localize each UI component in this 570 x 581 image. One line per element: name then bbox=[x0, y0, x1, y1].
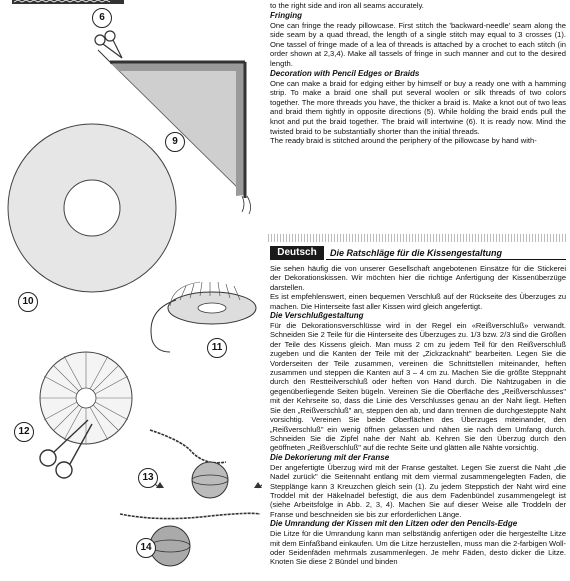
figure-number-11: 11 bbox=[207, 338, 227, 358]
illustrations-column bbox=[0, 0, 262, 576]
pompom-tying-figure bbox=[150, 430, 262, 498]
deutsch-header bbox=[270, 246, 566, 260]
english-top-line: to the right side and iron all seams accurately. bbox=[270, 1, 424, 10]
braid-strip-figure bbox=[12, 0, 124, 4]
franse-paragraph: Der angefertigte Überzug wird mit der Franse gestaltet. Legen Sie zuerst die Naht „die Nadel zurück" die Seitennaht entlang mit dem viermal zusammengelegten Faden, die Stepplänge kann 3 Kreuzchen gleich sein (1). Zu jedem Steppstich der Naht wird eine Troddel mit der Häkelnadel befestigt, die aus dem Fadenbündel zusammengelegt ist (siehe Arbeitsfolge in Abb. 2, 3, 4). Machen Sie auf dieser Weise alle Troddeln der Franse und beschneiden sie bis zur erforderlichen Länge. bbox=[270, 462, 566, 519]
english-last-line: The ready braid is stitched around the periphery of the pillowcase by hand with- bbox=[270, 136, 537, 146]
litzen-paragraph: Die Litze für die Umrandung kann man selbständig anfertigen oder die hergestellte Litze mit dem Einfaßband einkaufen. Um die Litze herzustellen, muss man die 2-farbigen Woll- oder Seidenfäden mehrmals zusammenlegen. Je mehr Fäden, desto dicker die Litze. Knoten Sie diese 2 Bündel und binden bbox=[270, 529, 566, 567]
deutsch-section bbox=[270, 264, 566, 567]
deutsch-intro-1: Sie sehen häufig die von unserer Gesellschaft angebotenen Einsätze für die Stickerei der Dekorationskissen. Wir möchten hier die richtige Anfertigung der Kissenüberzüge darstellen. bbox=[270, 264, 566, 292]
fringing-heading: Fringing bbox=[270, 10, 302, 20]
english-section bbox=[270, 1, 566, 146]
pompom-cutting-figure bbox=[40, 352, 132, 478]
figure-number-10: 10 bbox=[18, 292, 38, 312]
section-divider bbox=[268, 234, 566, 242]
wrapping-ring-figure bbox=[151, 282, 256, 352]
figure-number-14: 14 bbox=[136, 538, 156, 558]
figure-number-13: 13 bbox=[138, 468, 158, 488]
instruction-figures bbox=[0, 0, 262, 576]
decoration-heading: Decoration with Pencil Edges or Braids bbox=[270, 68, 420, 78]
deutsch-intro-2: Es ist empfehlenswert, einen bequemen Verschluß auf der Rückseite des Überzuges zu machen. Die Hinterseite fast aller Kissen wird gleich angefertigt. bbox=[270, 292, 566, 311]
figure-number-12: 12 bbox=[14, 422, 34, 442]
verschluss-heading: Die Verschlußgestaltung bbox=[270, 311, 364, 321]
header-underline bbox=[326, 259, 566, 260]
language-label: Deutsch bbox=[270, 246, 324, 260]
deutsch-title: Die Ratschläge für die Kissengestaltung bbox=[330, 248, 503, 258]
figure-number-9: 9 bbox=[165, 132, 185, 152]
scissors-icon bbox=[95, 31, 122, 58]
decoration-paragraph: One can make a braid for edging either by himself or buy a ready one with a hamming strip. To make a braid one shall put several woolen or silk threads of two colors together. The more threads you have, the thicker a braid is. Make a knot out of two leas and braid them tightly in opposite directions (5). While holding the braid ends pull the knot and put the braid together. The braid will intertwine (6). It is ready now. Mind the twisted braid to be substantially shorter than the initial threads. bbox=[270, 78, 566, 136]
figure-number-6: 6 bbox=[92, 8, 112, 28]
cardboard-ring-figure bbox=[8, 124, 176, 292]
verschluss-paragraph: Für die Dekorationsverschlüsse wird in der Regel ein «Reißverschluß» verwandt. Schneiden Sie 2 Teile für die Hinterseite des Überzuges zu. 1/3 bzw. 2/3 sind die Größen der Teile des Kissens gleich. Man muss 2 cm zu jedem Teil für den Reißverschluß zugeben und die Kanten der Teile mit der „Zickzacknaht" bearbeiten. Legen Sie die Vorderseiten der Teile zusammen, vereinen die Schnittstellen miteinander, heften zusammen und steppen die Kanten auf 3 – 4 cm zu. Machen Sie die größte Steppnaht durch den Restteilverschluß oder heften von Hand durch. Die Nahtzugaben in die gegenüberliegende Seiten bügeln. Vereinen Sie die Oberfläche des „Reißverschlusses" mit der Kehrseite so, dass die Linie des Verschlusses genau an der Naht liegt. Heften Sie den „Reißverschluß" an, steppen den ab, und dann trennen die durchgesteppte Naht vorsichtig. Vereinen Sie beide Oberflächen des Überzuges miteinander, den „Reißverschluß" ein wenig öffnen gelassen und nähen sie nach dem Umfang durch. Schneiden Sie die Zipfel nahe der Naht ab. Kehren Sie den Überzug durch den geöffneten „Reißverschluß" auf die rechte Seite und glätten alle Nähte vorsichtig. bbox=[270, 321, 566, 453]
litzen-heading: Die Umrandung der Kissen mit den Litzen oder den Pencils-Edge bbox=[270, 519, 518, 529]
fringing-paragraph: One can fringe the ready pillowcase. First stitch the 'backward-needle' seam along the side seam by a quad thread, the length of a single stitch may equal to 3 crosses (1). One tassel of fringe made of a lea of threads is attached by a crochet to each stitch (in order shown at 2,3,4). Make all tassels of fringe in such manner and cut to the desired length. bbox=[270, 20, 566, 68]
franse-heading: Die Dekorierung mit der Franse bbox=[270, 452, 390, 462]
